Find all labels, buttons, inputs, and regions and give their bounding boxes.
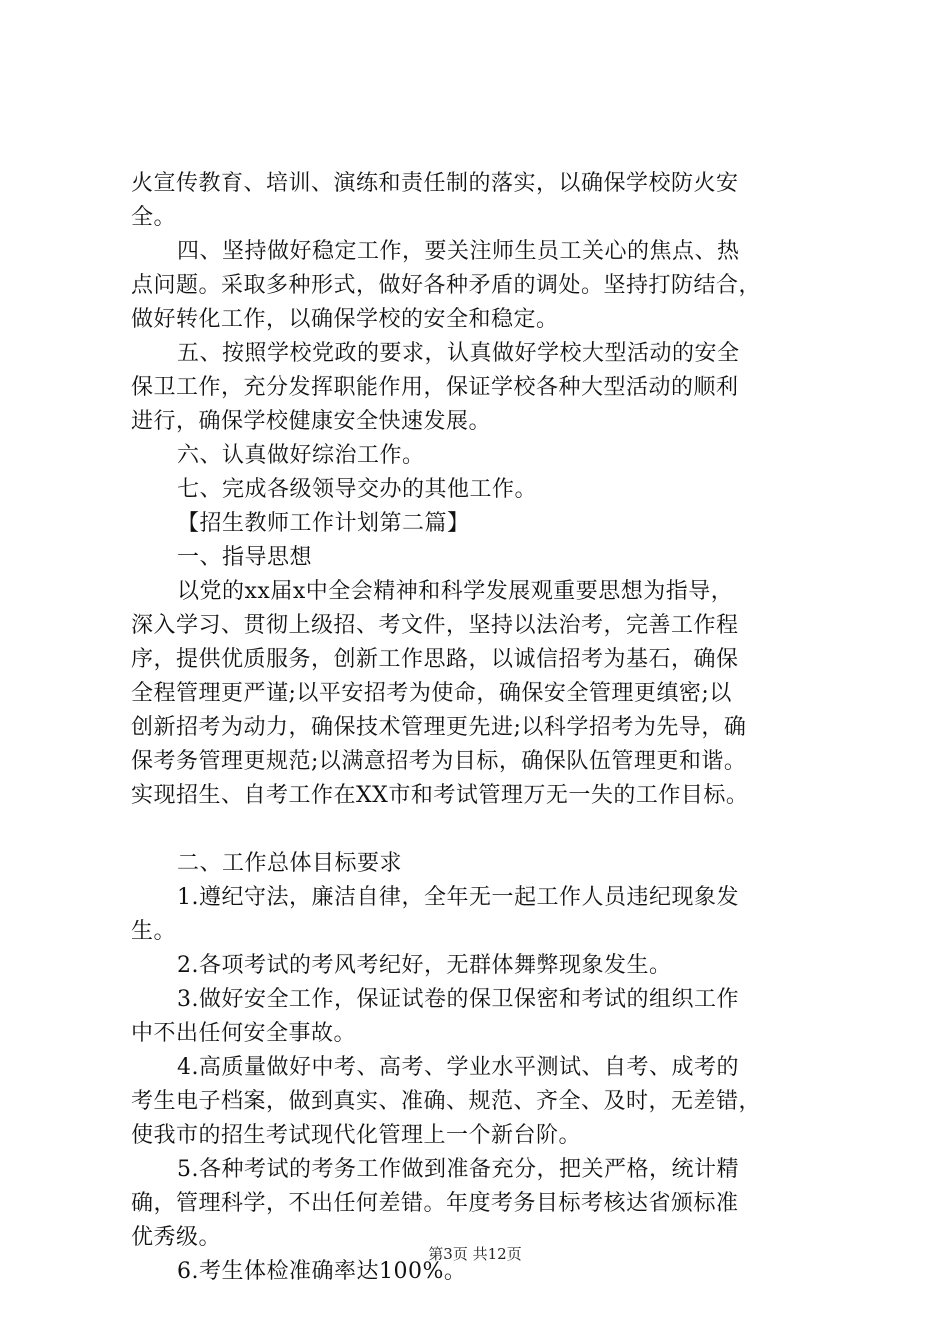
text-line: 考生电子档案，做到真实、准确、规范、齐全、及时，无差错， [131,1089,762,1114]
text-line: 6.考生体检准确率达100%。 [177,1259,467,1284]
text-line: 保卫工作，充分发挥职能作用，保证学校各种大型活动的顺利 [131,375,739,400]
text-line: 确，管理科学，不出任何差错。年度考务目标考核达省颁标准 [131,1191,739,1216]
text-line: 5.各种考试的考务工作做到准备充分，把关严格，统计精 [177,1157,739,1182]
text-line: 1.遵纪守法，廉洁自律，全年无一起工作人员违纪现象发 [177,885,739,910]
text-line: 六、认真做好综治工作。 [177,443,425,468]
text-line: 中不出任何安全事故。 [131,1021,357,1046]
text-line: 进行，确保学校健康安全快速发展。 [131,409,492,434]
text-line: 使我市的招生考试现代化管理上一个新台阶。 [131,1123,582,1148]
text-line: 二、工作总体目标要求 [177,851,403,876]
text-line: 点问题。采取多种形式，做好各种矛盾的调处。坚持打防结合， [131,273,762,298]
text-line: 生。 [131,919,177,944]
text-line: 优秀级。 [131,1225,222,1250]
text-line: 实现招生、自考工作在XX市和考试管理万无一失的工作目标。 [131,783,749,808]
text-line: 4.高质量做好中考、高考、学业水平测试、自考、成考的 [177,1055,739,1080]
text-line: 2.各项考试的考风考纪好，无群体舞弊现象发生。 [177,953,672,978]
text-line: 火宣传教育、培训、演练和责任制的落实，以确保学校防火安 [131,171,739,196]
text-line: 全程管理更严谨;以平安招考为使命，确保安全管理更缜密;以 [131,681,732,706]
text-line: 3.做好安全工作，保证试卷的保卫保密和考试的组织工作 [177,987,739,1012]
section-heading: 【招生教师工作计划第二篇】 [177,511,470,536]
text-line: 全。 [131,205,177,230]
text-line: 一、指导思想 [177,545,313,570]
text-line: 七、完成各级领导交办的其他工作。 [177,477,538,502]
text-line: 深入学习、贯彻上级招、考文件，坚持以法治考，完善工作程 [131,613,739,638]
text-line: 序，提供优质服务，创新工作思路，以诚信招考为基石，确保 [131,647,739,672]
text-line: 做好转化工作，以确保学校的安全和稳定。 [131,307,559,332]
text-line: 四、坚持做好稳定工作，要关注师生员工关心的焦点、热 [177,239,740,264]
text-line: 五、按照学校党政的要求，认真做好学校大型活动的安全 [177,341,740,366]
text-line: 以党的xx届x中全会精神和科学发展观重要思想为指导， [177,579,734,604]
text-line: 创新招考为动力，确保技术管理更先进;以科学招考为先导，确 [131,715,747,740]
page-number-footer: 第3页 共12页 [428,1245,522,1263]
text-line: 保考务管理更规范;以满意招考为目标，确保队伍管理更和谐。 [131,749,747,774]
